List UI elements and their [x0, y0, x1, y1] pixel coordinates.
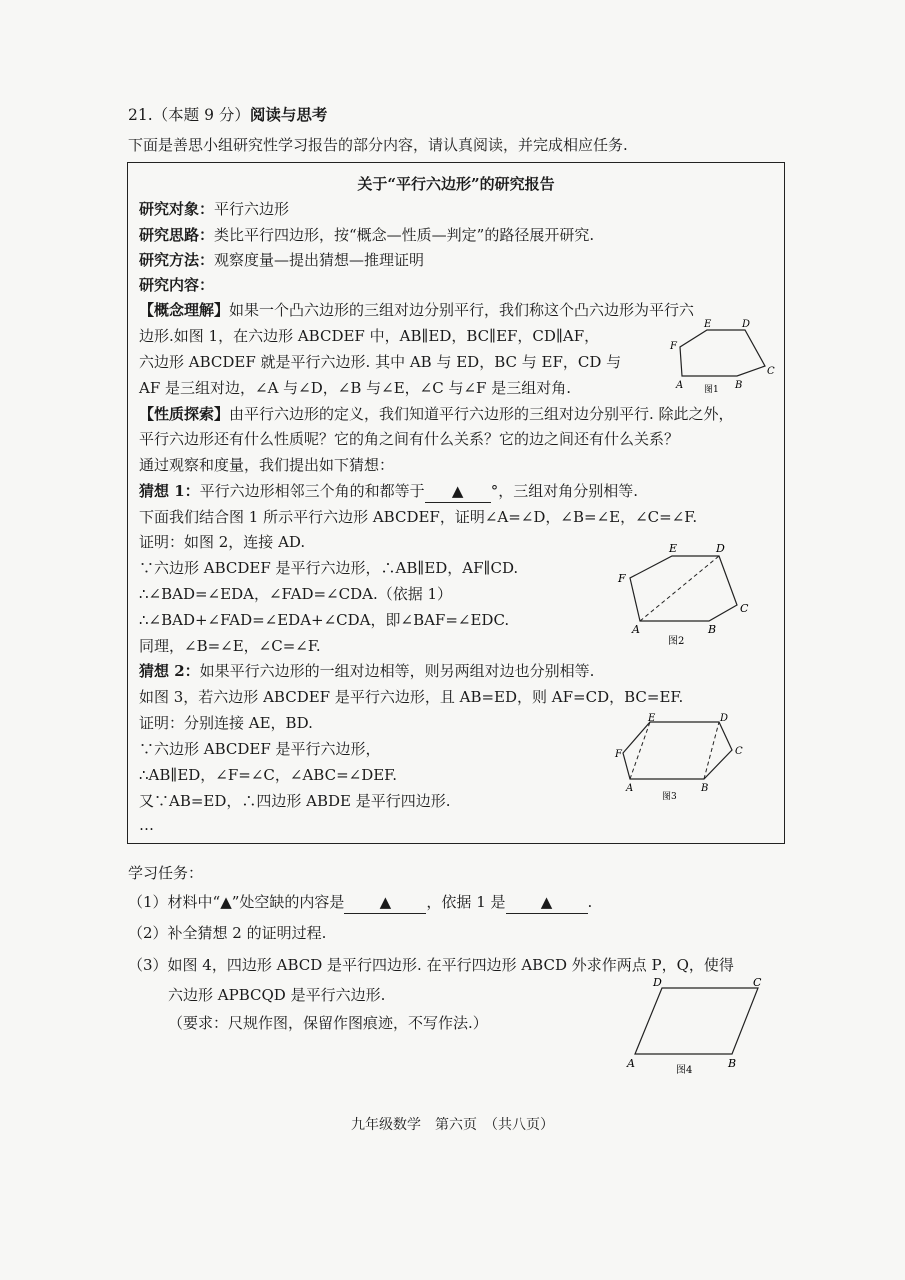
figure-2: [612, 542, 762, 650]
fig1-label-F: F: [670, 341, 677, 352]
answer-blank[interactable]: ▲: [425, 480, 491, 503]
proof2-line-1: 如图 3，若六边形 ABCDEF 是平行六边形，且 AB=ED，则 AF=CD，BC=EF.: [139, 688, 684, 706]
fig1-label-D: D: [742, 319, 751, 330]
fig1-label-C: C: [767, 366, 775, 377]
fig2-caption: 图2: [668, 636, 685, 647]
concept-line-1: [139, 299, 694, 321]
report-title: 关于“平行六边形”的研究报告: [357, 175, 555, 193]
property-text-1: 由平行六边形的定义，我们知道平行六边形的三组对边分别平行. 除此之外，: [229, 405, 734, 423]
research-idea: [139, 224, 594, 246]
proof1-line-6: 同理，∠B=∠E，∠C=∠F.: [139, 637, 321, 655]
figure-4-parallelogram: [635, 988, 758, 1054]
property-label: 【性质探索】: [139, 405, 230, 423]
fig3-label-A: A: [626, 783, 634, 794]
fig3-label-E: E: [648, 713, 656, 724]
figure-1-hexagon: [680, 330, 765, 376]
research-object-value: 平行六边形: [214, 200, 290, 218]
conjecture-2: [139, 660, 594, 682]
conjecture-2-label: 猜想 2：: [139, 662, 200, 680]
fig3-caption: 图3: [662, 792, 677, 802]
research-content-label: 研究内容：: [139, 276, 215, 294]
task-1-end: .: [587, 893, 593, 911]
conjecture-1-text: 平行六边形相邻三个角的和都等于: [199, 482, 425, 500]
fig4-caption: 图4: [676, 1065, 693, 1076]
task-1: [128, 891, 592, 914]
conjecture-1-label: 猜想 1：: [139, 482, 200, 500]
figure-1: [662, 316, 778, 398]
figure-2-hexagon: [630, 556, 737, 621]
question-number: 21.: [128, 106, 153, 124]
conjecture-1-post: °，三组对角分别相等.: [490, 482, 638, 500]
fig4-label-B: B: [728, 1057, 737, 1070]
page-footer: 九年级数学 第六页 （共八页）: [351, 1117, 554, 1133]
fig4-label-A: A: [627, 1057, 635, 1070]
fig3-label-C: C: [735, 746, 743, 757]
fig1-label-B: B: [735, 380, 743, 391]
fig2-label-B: B: [708, 623, 717, 636]
research-method-value: 观察度量—提出猜想—推理证明: [214, 251, 425, 269]
research-idea-label: 研究思路：: [139, 226, 215, 244]
fig2-label-F: F: [618, 572, 626, 585]
fig2-label-E: E: [669, 542, 678, 555]
proof1-line-4: ∴∠BAD=∠EDA，∠FAD=∠CDA.（依据 1）: [139, 585, 453, 603]
property-line-2: 平行六边形还有什么性质呢？它的角之间有什么关系？它的边之间还有什么关系？: [139, 430, 680, 448]
question-intro: 下面是善思小组研究性学习报告的部分内容，请认真阅读，并完成相应任务.: [128, 136, 628, 154]
proof2-line-5: 又∵AB=ED，∴四边形 ABDE 是平行四边形.: [139, 792, 451, 810]
task-3-line-2: 六边形 APBCQD 是平行六边形.: [168, 986, 386, 1004]
fig3-label-F: F: [615, 749, 622, 760]
task-3-line-3: （要求：尺规作图，保留作图痕迹，不写作法.）: [168, 1014, 488, 1032]
task-2: （2）补全猜想 2 的证明过程.: [128, 924, 327, 942]
conjecture-2-text: 如果平行六边形的一组对边相等，则另两组对边也分别相等.: [199, 662, 595, 680]
property-line-3: 通过观察和度量，我们提出如下猜想：: [139, 456, 395, 474]
figure-3: [612, 708, 754, 804]
question-topic: 阅读与思考: [249, 105, 328, 124]
conjecture-1: [139, 480, 638, 503]
task-1-mid: ，依据 1 是: [426, 893, 506, 911]
fig3-label-B: B: [701, 783, 709, 794]
figure-2-diagonal-AD: [640, 556, 719, 621]
research-method-label: 研究方法：: [139, 251, 215, 269]
proof1-line-2: 证明：如图 2，连接 AD.: [139, 533, 306, 551]
concept-text-1: 如果一个凸六边形的三组对边分别平行，我们称这个凸六边形为平行六: [229, 301, 695, 319]
fig1-label-E: E: [704, 319, 712, 330]
research-object: [139, 198, 289, 220]
proof1-line-3: ∵六边形 ABCDEF 是平行六边形，∴AB∥ED，AF∥CD.: [139, 559, 519, 577]
task-1-blank-2[interactable]: ▲: [506, 891, 588, 914]
task-3-line-1: （3）如图 4，四边形 ABCD 是平行四边形. 在平行四边形 ABCD 外求作两点 P，Q，使得: [128, 956, 734, 974]
research-method: [139, 249, 424, 271]
task-1-text: （1）材料中“▲”处空缺的内容是: [128, 893, 345, 911]
concept-line-2: 边形.如图 1，在六边形 ABCDEF 中，AB∥ED，BC∥EF，CD∥AF，: [139, 327, 600, 345]
proof2-line-2: 证明：分别连接 AE，BD.: [139, 714, 313, 732]
research-object-label: 研究对象：: [139, 200, 215, 218]
tasks-heading: 学习任务：: [128, 864, 204, 882]
fig1-label-A: A: [676, 380, 684, 391]
fig4-label-D: D: [653, 976, 662, 989]
question-meta: （本题 9 分）: [152, 106, 250, 124]
task-1-blank-1[interactable]: ▲: [344, 891, 426, 914]
fig3-label-D: D: [720, 713, 729, 724]
fig4-label-C: C: [753, 976, 762, 989]
fig2-label-A: A: [632, 623, 640, 636]
proof2-line-3: ∵六边形 ABCDEF 是平行六边形，: [139, 740, 381, 758]
concept-line-4: AF 是三组对边，∠A 与∠D，∠B 与∠E，∠C 与∠F 是三组对角.: [139, 379, 571, 397]
figure-3-diagonal-AE: [630, 722, 650, 779]
figure-4: [620, 972, 770, 1078]
fig2-label-D: D: [716, 542, 725, 555]
proof2-line-4: ∴AB∥ED，∠F=∠C，∠ABC=∠DEF.: [139, 766, 398, 784]
proof2-line-6: …: [139, 816, 154, 834]
fig2-label-C: C: [740, 602, 749, 615]
research-idea-value: 类比平行四边形，按“概念—性质—判定”的路径展开研究.: [214, 226, 595, 244]
question-header: [128, 104, 327, 126]
concept-label: 【概念理解】: [139, 301, 230, 319]
property-line-1: [139, 403, 734, 425]
concept-line-3: 六边形 ABCDEF 就是平行六边形. 其中 AB 与 ED，BC 与 EF，CD 与: [139, 353, 622, 371]
figure-3-hexagon: [623, 722, 732, 779]
fig1-caption: 图1: [704, 385, 719, 395]
proof1-line-1: 下面我们结合图 1 所示平行六边形 ABCDEF，证明∠A=∠D，∠B=∠E，∠C=∠F.: [139, 508, 698, 526]
proof1-line-5: ∴∠BAD+∠FAD=∠EDA+∠CDA，即∠BAF=∠EDC.: [139, 611, 510, 629]
